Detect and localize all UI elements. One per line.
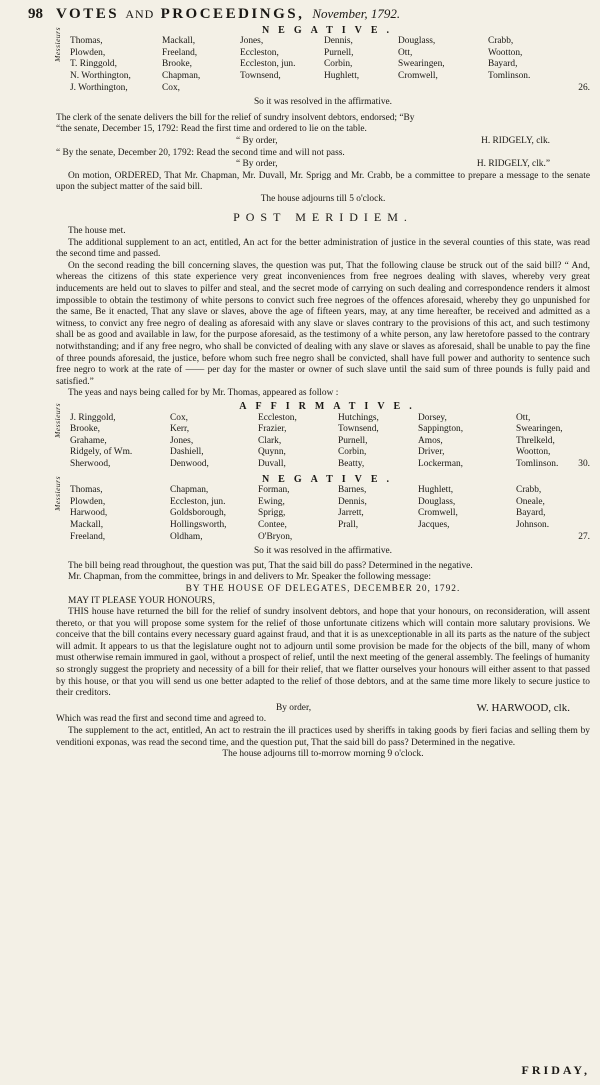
vote-total: 30. bbox=[578, 458, 590, 469]
vote-name: Douglass, bbox=[398, 36, 436, 47]
vote-name bbox=[488, 83, 590, 95]
vote-name: Swearingen, bbox=[516, 424, 563, 435]
vote-name: Tomlinson. bbox=[516, 458, 559, 469]
affirmative-vote bbox=[53, 401, 590, 471]
vote-name: Prall, bbox=[338, 519, 359, 530]
vote-name: Wootton, bbox=[488, 47, 523, 58]
vote-name: Sherwood, bbox=[70, 458, 111, 469]
vote-name: Cromwell, bbox=[418, 508, 458, 519]
vote-name: Hollingsworth, bbox=[170, 519, 227, 530]
vote-name: Oldham, bbox=[170, 531, 203, 542]
page-header bbox=[28, 6, 590, 22]
vote-name: Plowden, bbox=[70, 47, 106, 58]
vote-name: Amos, bbox=[418, 435, 443, 446]
vote-name: Crabb, bbox=[516, 485, 542, 496]
signature-line: “ By order, H. RIDGELY, clk. bbox=[236, 135, 550, 146]
messieurs-label: Messieurs bbox=[53, 26, 62, 62]
vote-name: Quynn, bbox=[258, 447, 286, 458]
vote-name: Hughlett, bbox=[418, 485, 454, 496]
paragraph: The clerk of the senate delivers the bill for the relief of sundry insolvent debtors, endorsed; “By bbox=[56, 112, 415, 123]
vote-name: Kerr, bbox=[170, 424, 190, 435]
paragraph: Which was read the first and second time and agreed to. bbox=[56, 714, 267, 725]
vote-name: Swearingen, bbox=[398, 59, 445, 70]
vote-name: Clark, bbox=[258, 435, 282, 446]
vote-name: Threlkeld, bbox=[516, 435, 555, 446]
vote-name: Dashiell, bbox=[170, 447, 204, 458]
running-title: VOTES AND PROCEEDINGS, bbox=[56, 6, 305, 22]
vote-name: Jones, bbox=[170, 435, 194, 446]
vote-name: Harwood, bbox=[70, 508, 108, 519]
vote-name: Sprigg, bbox=[258, 508, 286, 519]
paragraph: The additional supplement to an act, entitled, An act for the better administration of justice in the several counties of this state, was read the second time and passed. bbox=[56, 237, 590, 260]
senate-endorsement bbox=[56, 113, 590, 206]
vote-name: Dennis, bbox=[338, 496, 367, 507]
vote-name: Johnson. bbox=[516, 519, 550, 530]
vote-name: Duvall, bbox=[258, 458, 286, 469]
header-date: November, 1792. bbox=[312, 6, 401, 21]
vote-name: T. Ringgold, bbox=[70, 59, 117, 70]
vote-name: Dennis, bbox=[324, 36, 353, 47]
vote-name bbox=[418, 532, 512, 544]
vote-name: Eccleston, jun. bbox=[170, 496, 226, 507]
negative-vote-1 bbox=[53, 24, 590, 95]
vote-name: Chapman, bbox=[170, 485, 209, 496]
messieurs-label: Messieurs bbox=[53, 475, 62, 511]
vote-name: J. Ringgold, bbox=[70, 412, 116, 423]
vote-name: Contee, bbox=[258, 519, 287, 530]
vote-name: Cox, bbox=[162, 82, 180, 93]
vote-name: Crabb, bbox=[488, 36, 514, 47]
vote-name: Lockerman, bbox=[418, 458, 464, 469]
vote-name: Cromwell, bbox=[398, 70, 438, 81]
vote-total: 26. bbox=[578, 82, 590, 93]
vote-name: Brooke, bbox=[162, 59, 192, 70]
message-salutation: MAY IT PLEASE YOUR HONOURS, bbox=[68, 595, 215, 606]
vote-name: Corbin, bbox=[338, 447, 367, 458]
message-body: THIS house have returned the bill for the relief of sundry insolvent debtors, and hope that your honours, on reconsideration, will assent thereto, or that you will propose some system for the relief of those unfortunate citizens which will contain more salutary provisions. We conceive that the bill contains every necessary guard against fraud, and that it is as unexceptionable in all its parts as the nature of the subject will admit. It appears to us that the legislature ought not to adjourn until some provision be made for the objects of the bill, many of whom must otherwise remain immured in gaol, without a prospect of relief, until the next meeting of the general assembly. The feelings of humanity so strongly suggest the propriety and necessity of a bill for their relief, that we flatter ourselves your honours will either assent to that passed by this house, or that you will send us one better adapted to the relief of those debtors, and at the same time more likely to secure justice to their creditors. bbox=[56, 607, 590, 699]
vote-total: 27. bbox=[578, 531, 590, 542]
vote-name: Thomas, bbox=[70, 36, 103, 47]
vote-name bbox=[324, 83, 394, 95]
signature-line: “ By order, H. RIDGELY, clk.” bbox=[236, 159, 550, 170]
vote-name: Thomas, bbox=[70, 485, 103, 496]
vote-label: NEGATIVE. bbox=[261, 24, 399, 36]
vote-name: Hutchings, bbox=[338, 412, 379, 423]
vote-name: Oneale, bbox=[516, 496, 545, 507]
section-heading: POST MERIDIEM. bbox=[233, 209, 413, 224]
paragraph: “the senate, December 15, 1792: Read the first time and ordered to lie on the table. bbox=[56, 124, 367, 135]
signature-line: By order, W. HARWOOD, clk. bbox=[276, 701, 570, 714]
vote-name: Denwood, bbox=[170, 458, 209, 469]
vote-name: O'Bryon, bbox=[258, 531, 293, 542]
vote-name: Eccleston, bbox=[240, 47, 279, 58]
vote-name: Dorsey, bbox=[418, 412, 447, 423]
vote-name: Mackall, bbox=[162, 36, 196, 47]
paragraph: The bill being read throughout, the question was put, That the said bill do pass? Determined in the negative. bbox=[68, 560, 473, 571]
vote-name: Sappington, bbox=[418, 424, 464, 435]
paragraph: The supplement to the act, entitled, An act to restrain the ill practices used by sheriffs in taking goods by fieri facias and selling them by venditioni exponas, was read the second time, and the question put, That the said bill do pass? Determined in the negative. bbox=[56, 726, 590, 748]
paragraph: The house met. bbox=[68, 226, 126, 237]
vote-name: Forman, bbox=[258, 485, 290, 496]
vote-name: Ott, bbox=[398, 47, 413, 58]
vote-name: Corbin, bbox=[324, 59, 353, 70]
vote-name: Brooke, bbox=[70, 424, 100, 435]
vote-name: Hughlett, bbox=[324, 70, 360, 81]
vote-name: Mackall, bbox=[70, 519, 104, 530]
message-to-senate bbox=[56, 584, 590, 715]
vote-label: AFFIRMATIVE. bbox=[239, 401, 421, 412]
vote-name: Barnes, bbox=[338, 485, 367, 496]
vote-name: Ridgely, of Wm. bbox=[70, 447, 133, 458]
vote-result: So it was resolved in the affirmative. bbox=[253, 546, 393, 557]
vote-name: Douglass, bbox=[418, 496, 456, 507]
vote-name: Beatty, bbox=[338, 458, 365, 469]
vote-name: Purnell, bbox=[338, 435, 368, 446]
vote-name bbox=[398, 83, 484, 95]
vote-name: N. Worthington, bbox=[70, 70, 131, 81]
vote-name: Purnell, bbox=[324, 47, 354, 58]
adjournment: The house adjourns till to-morrow morning 9 o'clock. bbox=[222, 749, 424, 760]
vote-name: Tomlinson. bbox=[488, 70, 531, 81]
paragraph: On motion, ORDERED, That Mr. Chapman, Mr. Duvall, Mr. Sprigg and Mr. Crabb, be a committee to prepare a message to the senate upon the subject matter of the said bill. bbox=[56, 170, 590, 193]
vote-name: Jarrett, bbox=[338, 508, 364, 519]
vote-name: Ewing, bbox=[258, 496, 285, 507]
vote-name: Townsend, bbox=[338, 424, 379, 435]
vote-name: Plowden, bbox=[70, 496, 106, 507]
vote-name: Freeland, bbox=[70, 531, 106, 542]
vote-name: Jones, bbox=[240, 36, 264, 47]
vote-name: Bayard, bbox=[516, 508, 546, 519]
vote-name: Frazier, bbox=[258, 424, 287, 435]
vote-name: J. Worthington, bbox=[70, 82, 128, 93]
vote-name: Cox, bbox=[170, 412, 188, 423]
paragraph: On the second reading the bill concerning slaves, the question was put, That the following clause be struck out of the said bill? “ And, whereas the citizens of this state experience very great inconveniences from free negroes dealing with slaves, whereby very great inducements are held out to slaves to pilfer and steal, and the secret mode of carrying on such dealing and correspondence renders it almost impossible to obtain the testimony of white persons to convict such free negroes of the offences aforesaid, whereby they go unpunished for the same, Be it enacted, That any slave or slaves, above the age of fifteen years, may, at any time hereafter, be received and admitted as a witness, to convict any free negro of dealing as aforesaid with any slave or slaves contrary to the provisions of this act, and such testimony shall be as good and available in law, for the purpose aforesaid, as the testimony of a white person, any law heretofore passed to the contrary notwithstanding; and if any free negro, who shall be convicted of dealing with any slave or slaves as aforesaid, shall be unable to pay the fine of three pounds aforesaid, the justice, before whom such free negro shall be convicted, shall have full power and authority to sentence such free negro to work at the rate of —— per day for the master or owner of such slave until the said sum of three pounds is fully paid and satisfied.” bbox=[56, 260, 590, 387]
message-heading: BY THE HOUSE OF DELEGATES, DECEMBER 20, 1792. bbox=[185, 583, 461, 594]
paragraph: Mr. Chapman, from the committee, brings in and delivers to Mr. Speaker the following message: bbox=[68, 572, 431, 583]
vote-name: Eccleston, bbox=[258, 412, 297, 423]
catchword: FRIDAY, bbox=[521, 1063, 590, 1078]
paragraph: The yeas and nays being called for by Mr. Thomas, appeared as follow : bbox=[68, 388, 339, 399]
vote-name: Bayard, bbox=[488, 59, 518, 70]
vote-name: Chapman, bbox=[162, 70, 201, 81]
vote-name: Driver, bbox=[418, 447, 445, 458]
page-number: 98 bbox=[28, 6, 43, 22]
adjournment: The house adjourns till 5 o'clock. bbox=[260, 193, 386, 204]
vote-name: Jacques, bbox=[418, 519, 450, 530]
vote-label: NEGATIVE. bbox=[261, 473, 399, 485]
messieurs-label: Messieurs bbox=[53, 403, 62, 438]
negative-vote-2 bbox=[53, 473, 590, 544]
vote-name: Grahame, bbox=[70, 435, 107, 446]
vote-name bbox=[338, 532, 414, 544]
vote-name: Wootton, bbox=[516, 447, 551, 458]
vote-names-grid bbox=[70, 36, 590, 94]
vote-name: Eccleston, jun. bbox=[240, 59, 296, 70]
vote-result: So it was resolved in the affirmative. bbox=[253, 97, 393, 108]
paragraph: “ By the senate, December 20, 1792: Read the second time and will not pass. bbox=[56, 147, 345, 158]
vote-name bbox=[240, 83, 320, 95]
vote-name: Goldsborough, bbox=[170, 508, 226, 519]
vote-name: Townsend, bbox=[240, 70, 281, 81]
vote-name: Freeland, bbox=[162, 47, 198, 58]
vote-name: Ott, bbox=[516, 412, 531, 423]
